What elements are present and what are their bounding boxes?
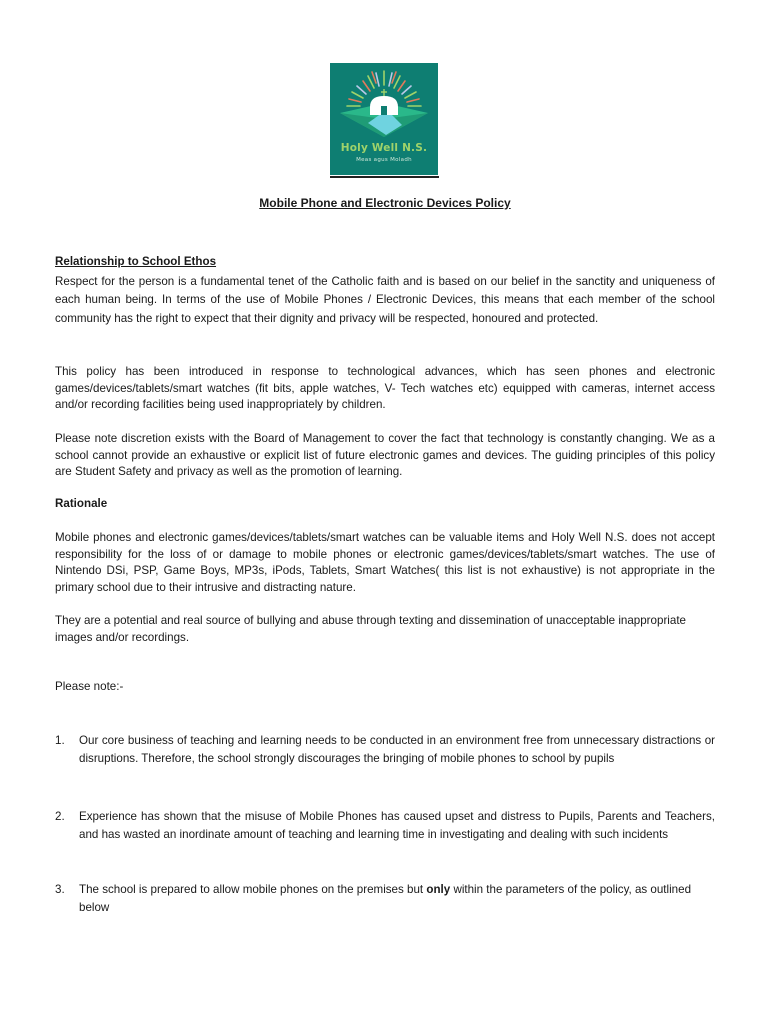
rationale-paragraph-2: They are a potential and real source of bullying and abuse through texting and dissemination of unacceptable inappropriate images and/or recordings. xyxy=(55,614,686,644)
logo-divider xyxy=(330,176,439,178)
document-title: Mobile Phone and Electronic Devices Policy xyxy=(259,196,511,210)
list-number: 2. xyxy=(55,810,65,823)
section-heading-rationale: Rationale xyxy=(55,497,108,510)
list-item xyxy=(55,881,715,918)
list-item xyxy=(55,732,715,769)
list-text: Our core business of teaching and learning needs to be conducted in an environment free from unnecessary distractions or disruptions. Therefore, the school strongly discourages the bringing of mobile phones to school by pupils xyxy=(79,734,715,766)
list-text-emphasis: only xyxy=(426,883,451,896)
list-text-before: The school is prepared to allow mobile phones on the premises but xyxy=(79,883,427,896)
rationale-paragraph-1: Mobile phones and electronic games/devices/tablets/smart watches can be valuable items and Holy Well N.S. does not accept responsibility for the loss of or damage to mobile phones or electronic games/devices/tablets/smart watches. The use of Nintendo DSi, PSP, Game Boys, MP3s, iPods, Tablets, Smart Watches( this list is not exhaustive) is not appropriate in the primary school due to their intrusive and distracting nature. xyxy=(55,531,715,594)
list-text-after: within the parameters of the policy, as outlined below xyxy=(79,883,692,915)
ethos-paragraph-1: Respect for the person is a fundamental tenet of the Catholic faith and is based on our belief in the sanctity and uniqueness of each human being. In terms of the use of Mobile Phones / Electronic Devices, this means that each member of the school community has the right to expect that their dignity and privacy will be respected, honoured and protected. xyxy=(55,275,715,325)
section-heading-ethos: Relationship to School Ethos xyxy=(55,255,217,268)
list-number: 1. xyxy=(55,734,65,747)
school-logo xyxy=(330,63,438,175)
list-item xyxy=(55,808,715,845)
ethos-paragraph-2: This policy has been introduced in response to technological advances, which has seen phones and electronic games/devices/tablets/smart watches (fit bits, apple watches, V- Tech watches etc) equipped with cameras, internet access and/or recording facilities being used inappropriately by children. xyxy=(55,365,715,411)
school-name: Holy Well N.S. xyxy=(340,142,428,154)
list-number: 3. xyxy=(55,883,65,896)
school-motto: Meas agus Moladh xyxy=(356,157,412,163)
ethos-paragraph-3: Please note discretion exists with the Board of Management to cover the fact that technology is constantly changing. We as a school cannot provide an exhaustive or explicit list of future electronic games and devices. The guiding principles of this policy are Student Safety and privacy as well as the promotion of learning. xyxy=(55,432,715,478)
please-note-intro: Please note:- xyxy=(55,680,124,693)
list-text: Experience has shown that the misuse of Mobile Phones has caused upset and distress to Pupils, Parents and Teachers, and has wasted an inordinate amount of teaching and learning time in investigating and dealing with such incidents xyxy=(79,810,715,842)
